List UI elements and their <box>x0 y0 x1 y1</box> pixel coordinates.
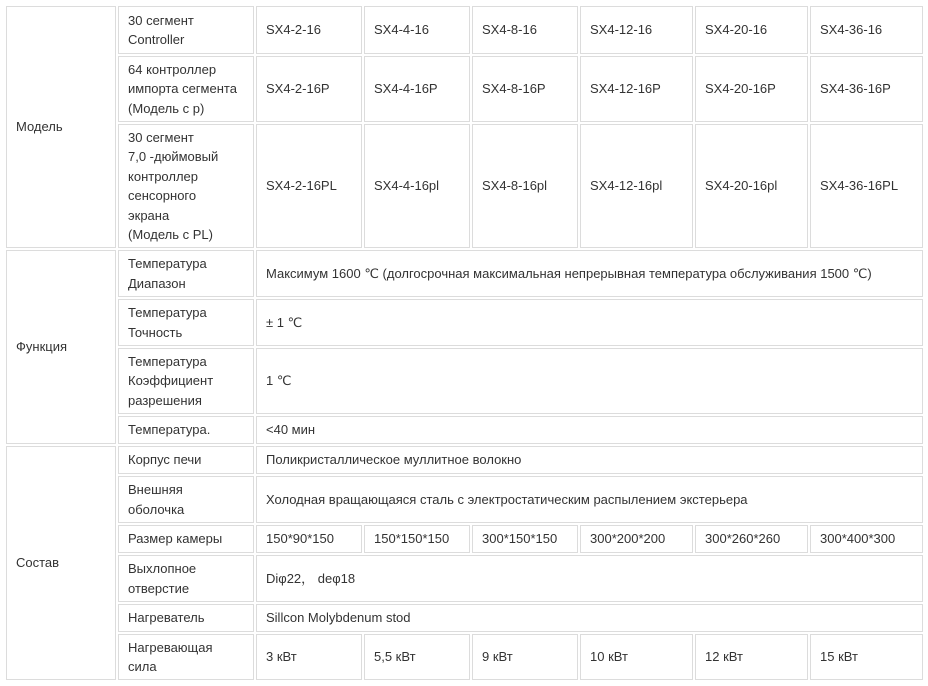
table-row <box>6 6 923 54</box>
row-label: Температура Коэффициент разрешения <box>118 348 254 414</box>
row-label: 30 сегмент 7,0 -дюймовый контроллер сенсорного экрана (Модель с PL) <box>118 124 254 248</box>
table-row <box>6 525 923 553</box>
table-cell: SX4-36-16P <box>810 56 923 122</box>
table-cell: SX4-36-16PL <box>810 124 923 248</box>
group-label-model: Модель <box>6 6 116 248</box>
table-cell: 3 кВт <box>256 634 362 680</box>
table-cell: Diφ22， deφ18 <box>256 555 923 602</box>
table-cell: SX4-4-16 <box>364 6 470 54</box>
table-cell: Холодная вращающаяся сталь с электростатическим распылением экстерьера <box>256 476 923 523</box>
table-cell: 300*260*260 <box>695 525 808 553</box>
row-label: Температура Точность <box>118 299 254 346</box>
table-cell: 5,5 кВт <box>364 634 470 680</box>
table-cell: 10 кВт <box>580 634 693 680</box>
row-label: Нагреватель <box>118 604 254 632</box>
row-label: Выхлопное отверстие <box>118 555 254 602</box>
table-cell: ± 1 ℃ <box>256 299 923 346</box>
row-label: Внешняя оболочка <box>118 476 254 523</box>
group-label-composition: Состав <box>6 446 116 680</box>
table-cell: SX4-12-16 <box>580 6 693 54</box>
table-cell: SX4-8-16P <box>472 56 578 122</box>
table-cell: 300*200*200 <box>580 525 693 553</box>
table-cell: 150*90*150 <box>256 525 362 553</box>
table-cell: SX4-12-16pl <box>580 124 693 248</box>
table-cell: SX4-20-16pl <box>695 124 808 248</box>
row-label: Нагревающая сила <box>118 634 254 680</box>
table-row <box>6 416 923 444</box>
table-cell: SX4-2-16P <box>256 56 362 122</box>
table-row <box>6 56 923 122</box>
table-cell: SX4-4-16P <box>364 56 470 122</box>
table-cell: 15 кВт <box>810 634 923 680</box>
table-cell: 9 кВт <box>472 634 578 680</box>
table-cell: SX4-4-16pl <box>364 124 470 248</box>
row-label: Корпус печи <box>118 446 254 474</box>
table-cell: Поликристаллическое муллитное волокно <box>256 446 923 474</box>
table-cell: 300*150*150 <box>472 525 578 553</box>
table-row <box>6 250 923 297</box>
table-cell: 150*150*150 <box>364 525 470 553</box>
table-cell: SX4-2-16 <box>256 6 362 54</box>
table-cell: Максимум 1600 ℃ (долгосрочная максимальная непрерывная температура обслуживания 1500 ℃) <box>256 250 923 297</box>
table-row <box>6 124 923 248</box>
table-cell: 300*400*300 <box>810 525 923 553</box>
table-cell: SX4-20-16 <box>695 6 808 54</box>
table-cell: SX4-2-16PL <box>256 124 362 248</box>
row-label: Температура. <box>118 416 254 444</box>
table-cell: SX4-20-16P <box>695 56 808 122</box>
row-label: Размер камеры <box>118 525 254 553</box>
table-cell: SX4-8-16 <box>472 6 578 54</box>
table-row <box>6 348 923 414</box>
table-cell: 1 ℃ <box>256 348 923 414</box>
table-cell: SX4-8-16pl <box>472 124 578 248</box>
table-cell: <40 мин <box>256 416 923 444</box>
table-cell: 12 кВт <box>695 634 808 680</box>
table-row <box>6 446 923 474</box>
table-row <box>6 634 923 680</box>
specification-table <box>4 4 925 682</box>
row-label: Температура Диапазон <box>118 250 254 297</box>
table-row <box>6 299 923 346</box>
group-label-function: Функция <box>6 250 116 444</box>
table-cell: SX4-12-16P <box>580 56 693 122</box>
table-row <box>6 555 923 602</box>
row-label: 30 сегмент Controller <box>118 6 254 54</box>
table-row <box>6 476 923 523</box>
table-cell: Sillcon Molybdenum stod <box>256 604 923 632</box>
table-row <box>6 604 923 632</box>
table-cell: SX4-36-16 <box>810 6 923 54</box>
row-label: 64 контроллер импорта сегмента (Модель с р) <box>118 56 254 122</box>
